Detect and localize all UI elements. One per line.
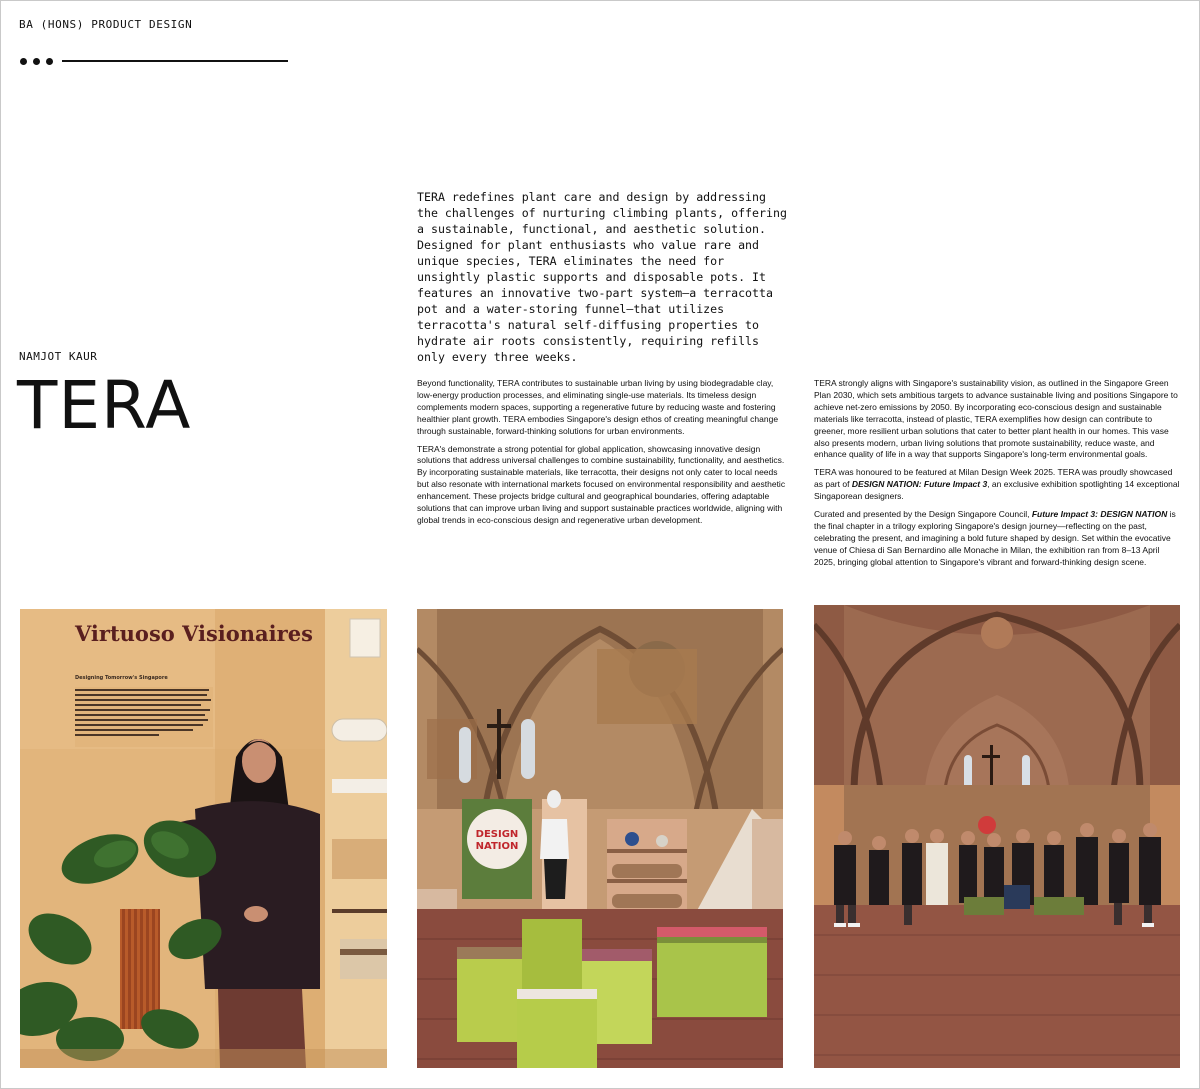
sign-text-design: DESIGN [475,829,519,840]
body-column-middle [417,378,787,533]
body-paragraph [814,509,1182,569]
project-title: TERA [17,367,192,444]
dot-icon [20,58,27,65]
designers-group-photo [814,605,1180,1068]
text-run: Curated and presented by the Design Singapore Council, [814,509,1032,520]
body-paragraph [814,467,1182,503]
author-name: NAMJOT KAUR [19,350,98,363]
body-paragraph: TERA's demonstrate a strong potential for global application, showcasing innovative design solutions that address universal challenges to combine sustainability, functionality, and aesthetics. By incorporating sustainable materials, like terracotta, their designs not only cater to local needs but also resonate with international markets focused on environmental responsibility and aesthetic enhancement. These projects bridge cultural and geographical boundaries, offering adaptable solutions that can improve urban living and support sustainable practices worldwide, aligning with global trends in eco-conscious design and regenerative urban development. [417,443,786,525]
intro-paragraph: TERA redefines plant care and design by addressing the challenges of nurturing climbing plants, offering a sustainable, functional, and aesthetic solution. Designed for plant enthusiasts who value rare and unique species, TERA eliminates the need for unsightly plastic supports and disposable pots. It features an innovative two-part system—a terracotta pot and a water-storing funnel—that utilizes terracotta's natural self-diffusing properties to hydrate air roots consistently, requiring refills only every three weeks. [417,190,787,364]
dot-icon [46,58,53,65]
body-column-right [814,378,1182,575]
text-run: TERA was honoured to be featured at Milan Design Week 2025. TERA was proudly showcased as part of [814,467,1173,490]
program-label: BA (HONS) PRODUCT DESIGN [19,18,193,31]
text-run: is the final chapter in a trilogy exploring Singapore's design journey—reflecting on the past, celebrating the present, and imagining a bold future shaped by design. Set within the evocative venue of Chiesa di San Bernardino alle Monache in Milan, the exhibition ran from 8–13 April 2025, bringing global attention to Singapore's vibrant and forward-thinking design scene. [814,509,1176,567]
exhibition-name: DESIGN NATION: Future Impact 3 [851,479,988,490]
wall-title: Virtuoso Visionaires [75,621,313,646]
wall-subtitle: Designing Tomorrow's Singapore [75,675,168,681]
sign-text-nation: NATION [475,841,519,852]
exhibition-name: Future Impact 3: DESIGN NATION [1031,509,1168,520]
exhibition-installation-photo [417,609,783,1068]
body-paragraph: TERA strongly aligns with Singapore's sustainability vision, as outlined in the Singapore Green Plan 2030, which sets ambitious targets to advance sustainable living and positions Singapore to achieve net-zero emissions by 2050. By incorporating eco-conscious design and sustainable materials like terracotta, instead of plastic, TERA exemplifies how design can contribute to greener, more resilient urban solutions that cater to better plant health in our homes. This vase also presents modern, urban living solutions that promote sustainability, reduce waste, and enhance quality of life in a way that supports Singapore's long-term environmental goals. [814,378,1178,460]
body-paragraph: Beyond functionality, TERA contributes to sustainable urban living by using biodegradable clay, low-energy production processes, and eliminating single-use materials. Its timeless design complements modern spaces, supporting a regenerative future by reducing waste and fostering healthier plant growth. TERA embodies Singapore's design ethos of creating meaningful change through sustainable, forward-thinking solutions for urban environments. [417,378,779,436]
dot-icon [33,58,40,65]
text-run: , an exclusive exhibition spotlighting 14 exceptional Singaporean designers. [814,479,1180,502]
header-rule [62,60,288,62]
designer-portrait-photo [20,609,387,1068]
